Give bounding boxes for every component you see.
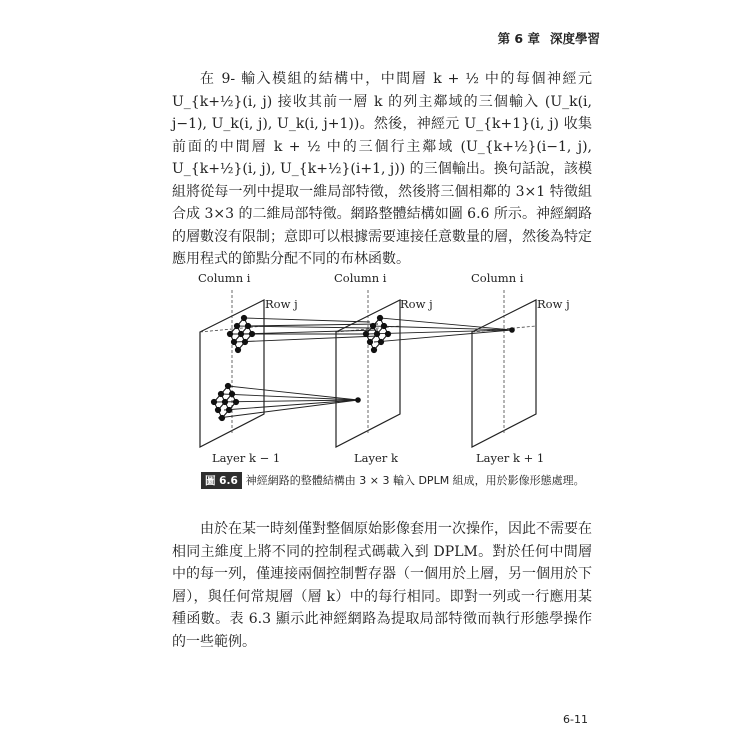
network-diagram bbox=[184, 262, 570, 472]
node-grid-plane1-upper bbox=[227, 315, 254, 352]
figure-caption bbox=[201, 472, 585, 489]
layer-label-3: Layer k + 1 bbox=[476, 451, 545, 465]
node-grid-plane2 bbox=[363, 315, 390, 352]
figure-number-badge: 圖 6.6 bbox=[201, 472, 242, 489]
paragraph-1-text: 在 9- 輸入模組的結構中，中間層 k + ½ 中的每個神經元 U_{k+½}(i, j) 接收其前一層 k 的列主鄰域的三個輸入 (U_k(i, j−1), U_k(i, j), U_k(i, j+1))。然後，神經元 U_{k+1}(i, j) 收集前面的中間層 k + ½ 中的三個行主鄰域 (U_{k+½}(i−1, j), U_{k+½}(i, j), U_{k+½}(i+1, j)) 的三個輸出。換句話說，該模組將從每一列中提取一維局部特徵，然後將三個相鄰的 3×1 特徵組合成 3×3 的二維局部特徵。網路整體結構如圖 6.6 所示。神經網路的層數沒有限制；意即可以根據需要連接任意數量的層，然後為特定應用程式的節點分配不同的布林函數。 bbox=[172, 71, 592, 267]
column-label-2: Column i bbox=[334, 271, 387, 285]
chapter-title: 深度學習 bbox=[549, 31, 600, 46]
paragraph-1 bbox=[172, 68, 592, 271]
intermediate-node bbox=[355, 397, 361, 403]
layer-label-1: Layer k − 1 bbox=[212, 451, 281, 465]
figure-6-6 bbox=[184, 262, 570, 472]
paragraph-2-text: 由於在某一時刻僅對整個原始影像套用一次操作，因此不需要在相同主維度上將不同的控制程式碼載入到 DPLM。對於任何中間層中的每一列，僅連接兩個控制暫存器（一個用於上層，另一個用於下層），與任何常規層（層 k）中的每行相同。即對一列或一行應用某種函數。表 6.3 顯示此神經網路為提取局部特徵而執行形態學操作的一些範例。 bbox=[172, 521, 592, 650]
paragraph-2 bbox=[172, 518, 592, 653]
running-header bbox=[498, 29, 600, 47]
column-label-3: Column i bbox=[471, 271, 524, 285]
output-node-plane3 bbox=[509, 327, 515, 333]
caption-text: 神經網路的整體結構由 3 × 3 輸入 DPLM 組成，用於影像形態處理。 bbox=[245, 474, 585, 487]
row-label-2: Row j bbox=[400, 297, 433, 311]
page-number: 6-11 bbox=[563, 713, 588, 726]
column-label-1: Column i bbox=[198, 271, 251, 285]
layer-label-2: Layer k bbox=[354, 451, 398, 465]
row-label-3: Row j bbox=[537, 297, 570, 311]
chapter-label: 第 6 章 bbox=[497, 31, 540, 46]
row-label-1: Row j bbox=[265, 297, 298, 311]
node-grid-plane1-lower bbox=[211, 383, 238, 420]
